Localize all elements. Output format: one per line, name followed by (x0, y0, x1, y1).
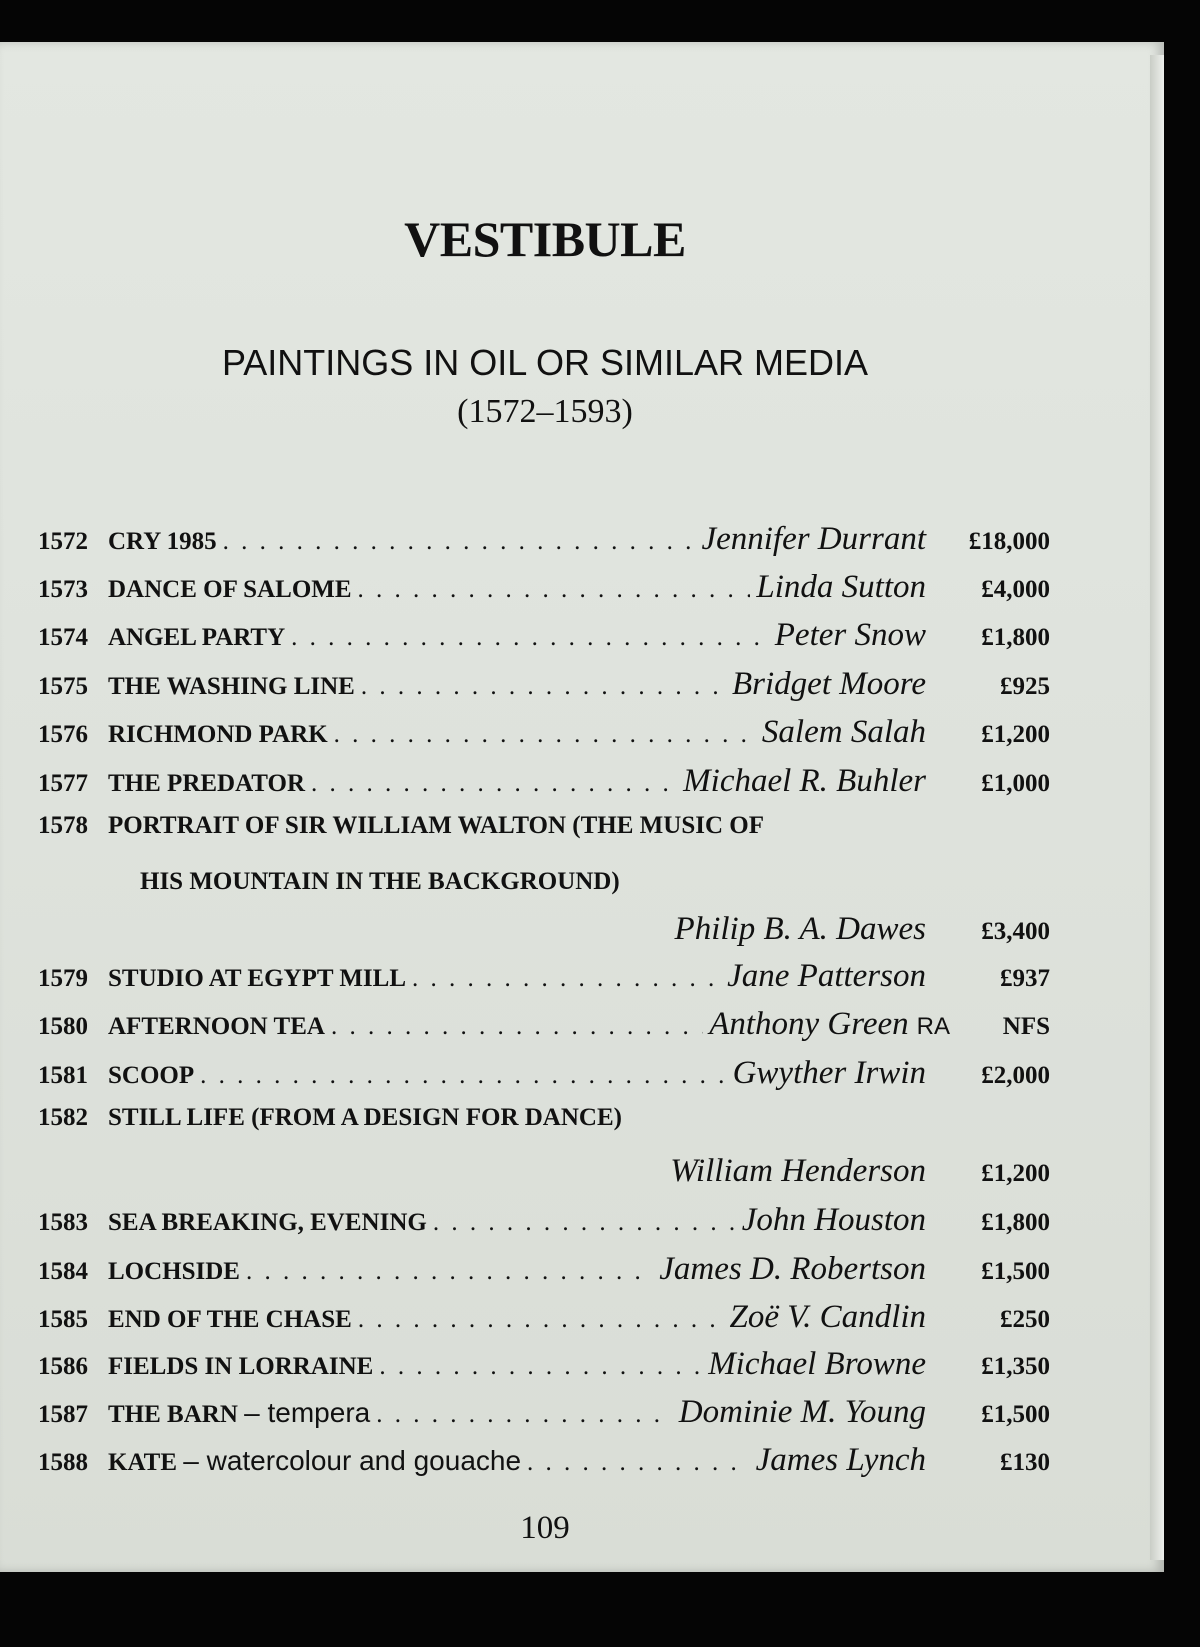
entry-title: RICHMOND PARK (108, 721, 328, 748)
dot-leader (361, 673, 726, 701)
entry-number: 1581 (38, 1062, 88, 1089)
entry-price: £1,350 (981, 1353, 1050, 1380)
entry-price: £1,200 (981, 721, 1050, 748)
entry-title: DANCE OF SALOME (108, 576, 352, 603)
entry-title: AFTERNOON TEA (108, 1013, 325, 1040)
catalogue-entry (38, 666, 1050, 714)
entry-title: PORTRAIT OF SIR WILLIAM WALTON (THE MUSIC OF (108, 812, 764, 839)
entry-title-text: KATE (108, 1449, 177, 1476)
entry-price: £937 (1000, 965, 1050, 992)
entry-number: 1588 (38, 1449, 88, 1476)
entry-number: 1585 (38, 1306, 88, 1333)
entry-artist: Jane Patterson (727, 958, 926, 994)
entry-title: THE PREDATOR (108, 770, 306, 797)
entry-artist: Gwyther Irwin (732, 1055, 926, 1091)
dot-leader (358, 1306, 724, 1334)
catalogue-number-range: (1572–1593) (457, 393, 633, 430)
entry-price: £925 (1000, 673, 1050, 700)
entry-title (108, 1445, 521, 1477)
dot-leader (358, 576, 751, 604)
catalogue-entry (38, 714, 1050, 762)
page-number: 109 (520, 1510, 570, 1546)
catalogue-entry (38, 763, 1050, 811)
catalogue-entry (38, 812, 1050, 860)
entry-artist: John Houston (741, 1202, 926, 1238)
entry-price: £130 (1000, 1449, 1050, 1476)
entry-title: FIELDS IN LORRAINE (108, 1353, 374, 1380)
entry-price: £1,500 (981, 1401, 1050, 1428)
catalogue-entry (38, 521, 1050, 569)
entry-title: CRY 1985 (108, 528, 217, 555)
entry-number: 1574 (38, 624, 88, 651)
entry-artist: Jennifer Durrant (701, 521, 926, 557)
dot-leader (376, 1401, 673, 1429)
entry-title: LOCHSIDE (108, 1258, 240, 1285)
catalogue-entry-artist-line (38, 911, 1050, 959)
catalogue-entry (38, 1055, 1050, 1103)
entry-number: 1587 (38, 1401, 88, 1428)
dot-leader (223, 528, 696, 556)
entry-number: 1576 (38, 721, 88, 748)
entry-artist: Anthony Green (709, 1006, 909, 1042)
catalogue-entry (38, 1346, 1050, 1394)
entry-artist: Peter Snow (774, 617, 926, 653)
entry-price: NFS (1002, 1013, 1050, 1040)
entry-title: STUDIO AT EGYPT MILL (108, 965, 406, 992)
entry-number: 1575 (38, 673, 88, 700)
catalogue-entry (38, 617, 1050, 665)
page-edge (1150, 55, 1164, 1560)
catalogue-entry (38, 569, 1050, 617)
entry-artist: Salem Salah (761, 714, 926, 750)
entry-number: 1578 (38, 812, 88, 839)
entry-number: 1572 (38, 528, 88, 555)
entry-number: 1579 (38, 965, 88, 992)
entry-number: 1583 (38, 1209, 88, 1236)
entry-price: £1,500 (981, 1258, 1050, 1285)
entry-number: 1580 (38, 1013, 88, 1040)
entry-number: 1577 (38, 770, 88, 797)
entry-title: END OF THE CHASE (108, 1306, 352, 1333)
catalogue-entry (38, 1251, 1050, 1299)
catalogue-entry (38, 1394, 1050, 1442)
dot-leader (527, 1449, 750, 1477)
entry-artist: Dominie M. Young (678, 1394, 926, 1430)
entry-price: £250 (1000, 1306, 1050, 1333)
dot-leader (379, 1353, 702, 1381)
entry-artist: James D. Robertson (659, 1251, 926, 1287)
entry-number: 1584 (38, 1258, 88, 1285)
dot-leader (334, 721, 756, 749)
artist-suffix-ra: RA (916, 1013, 950, 1040)
dot-leader (331, 1013, 703, 1041)
entry-price: £1,000 (981, 770, 1050, 797)
dot-leader (412, 965, 721, 993)
entry-price: £1,200 (981, 1160, 1050, 1187)
entry-price: £1,800 (981, 1209, 1050, 1236)
entry-title-continued: HIS MOUNTAIN IN THE BACKGROUND) (140, 868, 620, 895)
entry-title: SEA BREAKING, EVENING (108, 1209, 427, 1236)
catalogue-entry (38, 1104, 1050, 1152)
entry-artist: Linda Sutton (756, 569, 926, 605)
dot-leader (200, 1062, 726, 1090)
entry-price: £2,000 (981, 1062, 1050, 1089)
entry-price: £4,000 (981, 576, 1050, 603)
catalogue-entry (38, 1006, 1050, 1054)
catalogue-entry (38, 958, 1050, 1006)
section-subtitle: PAINTINGS IN OIL OR SIMILAR MEDIA (221, 342, 869, 383)
entry-price: £18,000 (968, 528, 1050, 555)
entry-price: £3,400 (981, 918, 1050, 945)
entry-price: £1,800 (981, 624, 1050, 651)
entry-artist: William Henderson (670, 1153, 926, 1189)
catalogue-entry-artist-line (38, 1153, 1050, 1201)
catalogue-entry (38, 1202, 1050, 1250)
entry-artist: Michael Browne (708, 1346, 926, 1382)
entry-title (108, 1397, 370, 1429)
entry-title: STILL LIFE (FROM A DESIGN FOR DANCE) (108, 1104, 622, 1131)
dot-leader (311, 770, 677, 798)
entry-number: 1586 (38, 1353, 88, 1380)
catalogue-entry (38, 1299, 1050, 1347)
section-title: VESTIBULE (404, 211, 686, 267)
entry-title: SCOOP (108, 1062, 195, 1089)
catalogue-entry (38, 1442, 1050, 1490)
entry-title-text: THE BARN (108, 1401, 238, 1428)
entry-title: ANGEL PARTY (108, 624, 286, 651)
entry-title: THE WASHING LINE (108, 673, 355, 700)
entry-artist: Bridget Moore (732, 666, 926, 702)
entry-artist: Zoë V. Candlin (729, 1299, 926, 1335)
entry-medium: – tempera (244, 1397, 371, 1428)
entry-number: 1573 (38, 576, 88, 603)
entry-number: 1582 (38, 1104, 88, 1131)
dot-leader (433, 1209, 736, 1237)
entry-artist: Michael R. Buhler (683, 763, 926, 799)
dot-leader (246, 1258, 653, 1286)
entry-medium: – watercolour and gouache (183, 1445, 522, 1476)
entry-artist: Philip B. A. Dawes (674, 911, 926, 947)
entry-artist: James Lynch (755, 1442, 926, 1478)
dot-leader (291, 624, 769, 652)
